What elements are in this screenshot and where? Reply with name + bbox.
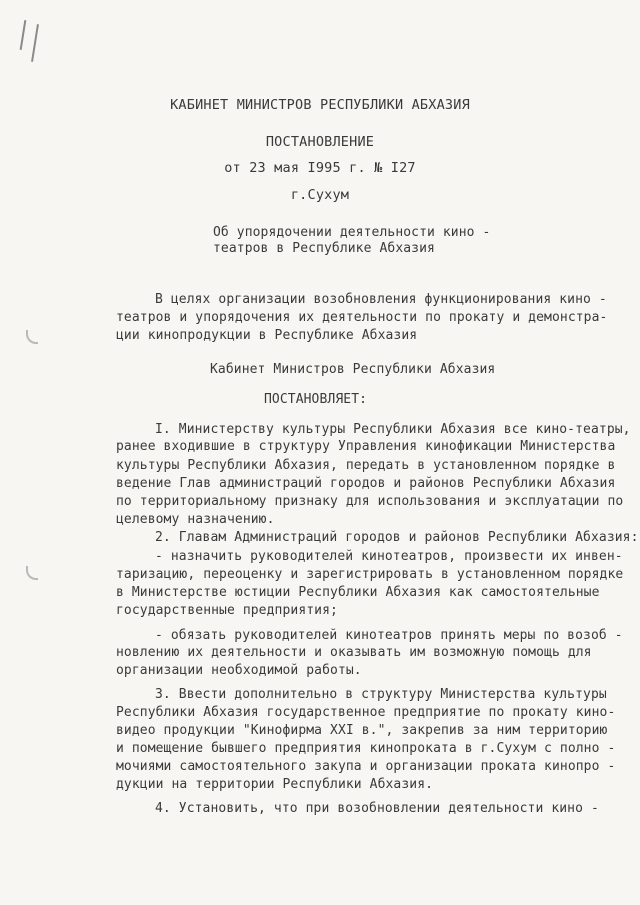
body-line: I. Министерству культуры Республики Абхазия все кино-театры,	[155, 422, 631, 437]
body-line: целевому назначению.	[116, 512, 275, 527]
body-line: - назначить руководителей кинотеатров, произвести их инвен-	[155, 549, 623, 564]
body-line: ведение Глав администраций городов и районов Республики Абхазия	[116, 476, 616, 491]
preamble-line: ции кинопродукции в Республике Абхазия	[116, 328, 418, 343]
punch-hole-mark	[26, 330, 38, 344]
body-line: государственные предприятия;	[116, 603, 338, 618]
body-line: культуры Республики Абхазия, передать в установленном порядке в	[116, 458, 616, 473]
preamble-line: В целях организации возобновления функционирования кино -	[155, 292, 607, 307]
document-header: КАБИНЕТ МИНИСТРОВ РЕСПУБЛИКИ АБХАЗИЯ	[170, 97, 470, 113]
body-line: 2. Главам Администраций городов и районов Республики Абхазия:	[155, 530, 639, 545]
body-line: в Министерстве юстиции Республики Абхазия как самостоятельные	[116, 585, 600, 600]
body-line: и помещение бывшего предприятия кинопроката в г.Сухум с полно -	[116, 741, 616, 756]
body-line: организации необходимой работы.	[116, 663, 362, 678]
subject-line: театров в Республике Абхазия	[213, 241, 435, 256]
body-line: - обязать руководителей кинотеатров принять меры по возоб -	[155, 628, 623, 643]
subject-line: Об упорядочении деятельности кино -	[213, 225, 491, 240]
body-line: 3. Ввести дополнительно в структуру Министерства культуры	[155, 687, 607, 702]
body-line: таризацию, переоценку и зарегистрировать в установленном порядке	[116, 567, 624, 582]
body-line: по территориальному признаку для использования и эксплуатации по	[116, 494, 624, 509]
document-date-number: от 23 мая I995 г. № I27	[224, 160, 416, 176]
punch-hole-mark	[26, 566, 38, 580]
body-line: 4. Установить, что при возобновлении деятельности кино -	[155, 801, 599, 816]
body-line: Республики Абхазия государственное предприятие по прокату кино-	[116, 705, 616, 720]
preamble-line: театров и упорядочения их деятельности по прокату и демонстра-	[116, 310, 608, 325]
resolves-heading: ПОСТАНОВЛЯЕТ:	[264, 392, 368, 407]
document-city: г.Сухум	[290, 187, 350, 203]
margin-pen-mark	[31, 24, 39, 62]
body-line: новлению их деятельности и оказывать им возможную помощь для	[116, 645, 592, 660]
margin-pen-mark	[20, 20, 27, 50]
issuer-line: Кабинет Министров Республики Абхазия	[210, 362, 496, 377]
body-line: ранее входившие в структуру Управления кинофикации Министерства	[116, 439, 616, 454]
document-type: ПОСТАНОВЛЕНИЕ	[265, 134, 375, 150]
body-line: дукции на территории Республики Абхазия.	[116, 777, 434, 792]
body-line: видео продукции "Кинофирма XXI в.", закрепив за ним территорию	[116, 723, 608, 738]
body-line: мочиями самостоятельного закупа и организации проката кинопро -	[116, 759, 616, 774]
